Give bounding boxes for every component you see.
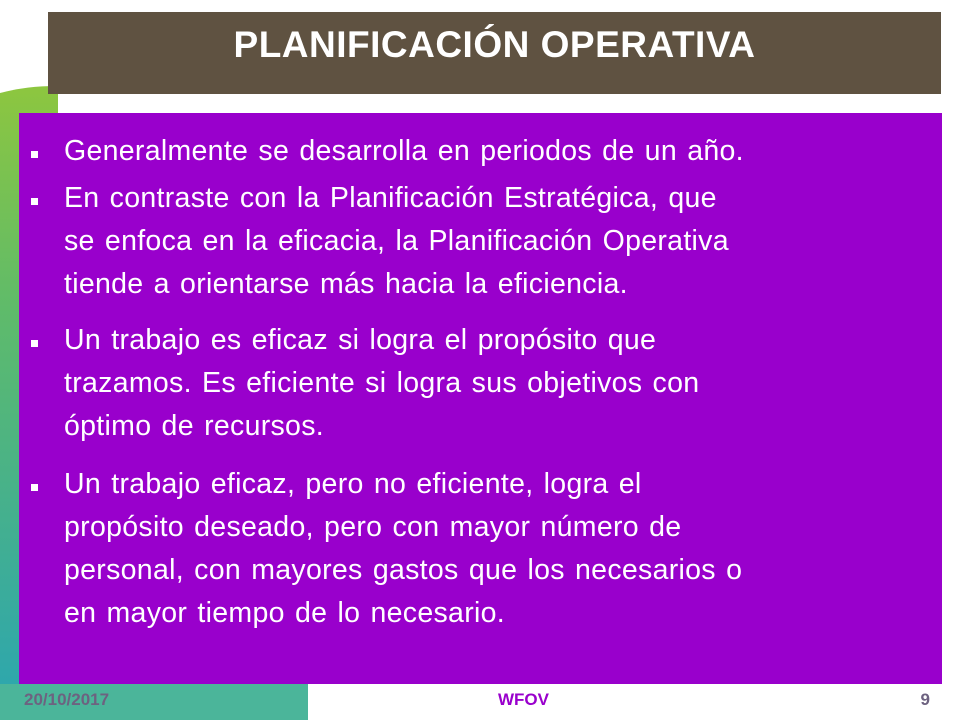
page-number: 9 <box>920 690 930 709</box>
bullet-line: personal, con mayores gastos que los necesarios o <box>64 554 743 586</box>
bullet-line: En contraste con la Planificación Estratégica, que <box>64 182 717 214</box>
footer-center-area <box>308 684 960 720</box>
bullet-line: Un trabajo es eficaz si logra el propósito que <box>64 324 657 356</box>
square-bullet-icon <box>31 484 38 491</box>
bullet-line: Un trabajo eficaz, pero no eficiente, logra el <box>64 468 642 500</box>
bullet-line: trazamos. Es eficiente si logra sus objetivos con <box>64 367 700 399</box>
content-panel <box>19 113 942 684</box>
square-bullet-icon <box>31 151 38 158</box>
footer-date: 20/10/2017 <box>24 690 110 709</box>
bullet-text <box>64 463 914 635</box>
slide-title: PLANIFICACIÓN OPERATIVA <box>233 24 756 65</box>
bullet-line: Generalmente se desarrolla en periodos de un año. <box>64 135 744 167</box>
bullet-text <box>64 130 914 173</box>
square-bullet-icon <box>31 198 38 205</box>
title-bar <box>48 12 941 94</box>
bullet-line: óptimo de recursos. <box>64 410 324 442</box>
bullet-text <box>64 177 914 306</box>
square-bullet-icon <box>31 340 38 347</box>
bullet-text <box>64 319 914 448</box>
bullet-line: en mayor tiempo de lo necesario. <box>64 597 505 629</box>
bullet-line: propósito deseado, pero con mayor número de <box>64 511 682 543</box>
footer-label: WFOV <box>498 690 549 709</box>
bullet-line: se enfoca en la eficacia, la Planificación Operativa <box>64 225 729 257</box>
bullet-line: tiende a orientarse más hacia la eficiencia. <box>64 268 628 300</box>
footer <box>0 684 960 720</box>
